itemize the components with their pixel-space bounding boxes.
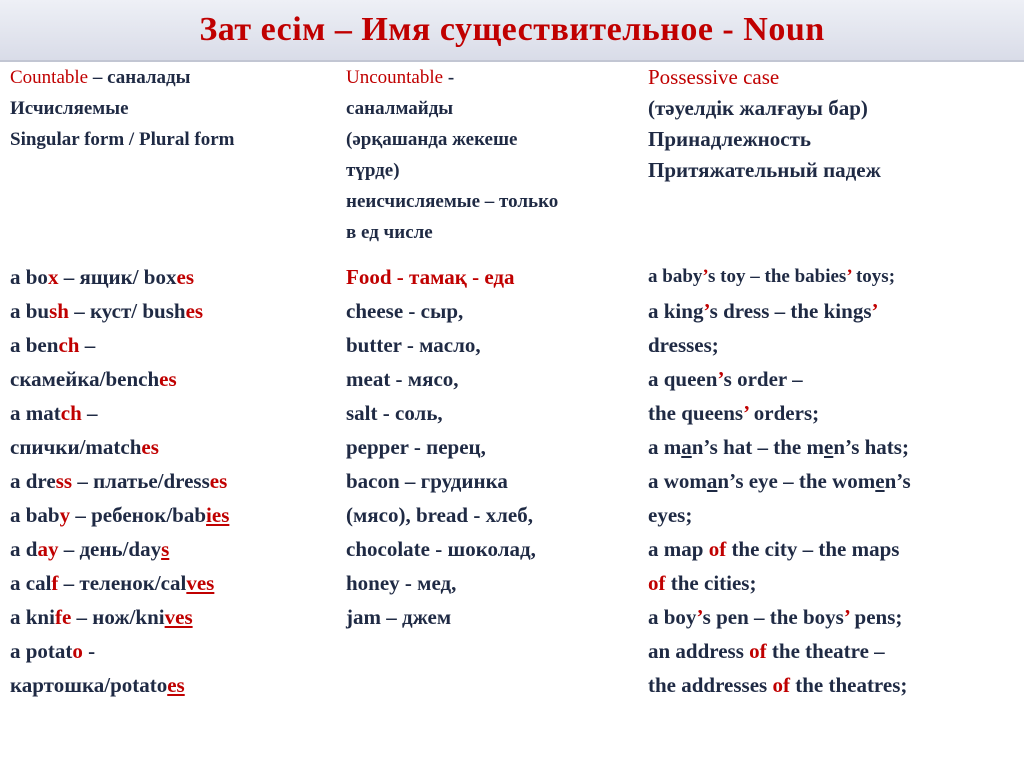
possessive-column bbox=[648, 62, 1018, 702]
item-text: a king bbox=[648, 299, 704, 323]
highlight-text: a bbox=[681, 435, 692, 459]
list-item bbox=[648, 294, 1018, 328]
item-text: – день/day bbox=[58, 537, 162, 561]
highlight-text: of bbox=[749, 639, 767, 663]
highlight-text: e bbox=[823, 435, 834, 459]
item-text: s dress – the kings bbox=[709, 299, 872, 323]
list-item: meat - мясо, bbox=[346, 367, 459, 391]
possessive-header-line: Притяжательный падеж bbox=[648, 158, 881, 182]
list-item bbox=[10, 294, 335, 328]
list-item bbox=[648, 430, 1018, 464]
item-text: – нож/kni bbox=[71, 605, 165, 629]
list-item bbox=[648, 566, 1018, 600]
highlight-text: of bbox=[648, 571, 666, 595]
highlight-text: ’ bbox=[696, 605, 703, 629]
item-text: the queens bbox=[648, 401, 744, 425]
item-text: n’s hat – the m bbox=[691, 435, 824, 459]
item-text: a kni bbox=[10, 605, 55, 629]
item-text: dresses; bbox=[648, 333, 719, 357]
item-text: a m bbox=[648, 435, 682, 459]
highlight-text: ch bbox=[60, 401, 82, 425]
list-item bbox=[648, 668, 1018, 702]
highlight-text: ’ bbox=[871, 299, 879, 323]
highlight-text: ’ bbox=[743, 401, 749, 425]
highlight-text: of bbox=[708, 537, 727, 561]
list-item bbox=[10, 430, 335, 464]
item-text: pens; bbox=[849, 605, 903, 629]
uncountable-label-rest: - bbox=[443, 67, 455, 88]
item-text: the theatre – bbox=[766, 639, 885, 663]
item-text: n’s eye – the wom bbox=[717, 469, 876, 493]
countable-header-line: Singular form / Plural form bbox=[10, 129, 235, 150]
item-text: a d bbox=[10, 537, 38, 561]
item-text: a baby bbox=[648, 266, 703, 287]
list-item bbox=[10, 600, 335, 634]
item-text: - bbox=[82, 639, 96, 663]
countable-column bbox=[10, 62, 335, 702]
list-item bbox=[648, 600, 1018, 634]
highlight-text: ’ bbox=[702, 266, 709, 287]
highlight-text: y bbox=[59, 503, 71, 527]
item-text: the addresses bbox=[648, 673, 773, 697]
item-text: – теленок/cal bbox=[58, 571, 187, 595]
item-text: a dre bbox=[10, 469, 56, 493]
item-text: s pen – the boys bbox=[702, 605, 844, 629]
item-text: – bbox=[81, 401, 98, 425]
highlight-text: es bbox=[159, 367, 177, 391]
item-text: a queen bbox=[648, 367, 718, 391]
highlight-text: ay bbox=[37, 537, 59, 561]
highlight-text: f bbox=[51, 571, 59, 595]
item-text: – ящик/ box bbox=[58, 265, 177, 289]
highlight-text: ch bbox=[58, 333, 80, 357]
item-text: a ben bbox=[10, 333, 59, 357]
list-item bbox=[648, 362, 1018, 396]
page-title: Зат есім – Имя существительное - Noun bbox=[199, 11, 825, 48]
item-text: – ребенок/bab bbox=[70, 503, 207, 527]
highlight-text: ies bbox=[206, 503, 230, 527]
list-item bbox=[10, 328, 335, 362]
list-item bbox=[10, 464, 335, 498]
possessive-header bbox=[648, 62, 1018, 260]
title-bar bbox=[0, 0, 1024, 62]
item-text: s order – bbox=[723, 367, 803, 391]
item-text: – платье/dress bbox=[72, 469, 210, 493]
countable-list bbox=[10, 260, 335, 702]
item-text: спички/match bbox=[10, 435, 142, 459]
uncountable-header-line: в ед числе bbox=[346, 222, 433, 243]
item-text: a mat bbox=[10, 401, 61, 425]
item-text: orders; bbox=[748, 401, 820, 425]
highlight-text: es bbox=[209, 469, 228, 493]
list-item: pepper - перец, bbox=[346, 435, 486, 459]
item-text: s toy – the babies bbox=[708, 266, 847, 287]
list-item: butter - масло, bbox=[346, 333, 481, 357]
list-item: honey - мед, bbox=[346, 571, 457, 595]
uncountable-list bbox=[346, 294, 641, 634]
highlight-text: fe bbox=[54, 605, 72, 629]
uncountable-label: Uncountable bbox=[346, 67, 444, 88]
item-text: the cities; bbox=[665, 571, 757, 595]
item-text: картошка/potato bbox=[10, 673, 168, 697]
highlight-text: ves bbox=[186, 571, 215, 595]
highlight-text: es bbox=[167, 673, 185, 697]
uncountable-header-line: (әрқашанда жекеше bbox=[346, 129, 518, 150]
item-text: a boy bbox=[648, 605, 697, 629]
item-text: n’s hats; bbox=[833, 435, 909, 459]
list-item bbox=[10, 498, 335, 532]
item-text: an address bbox=[648, 639, 750, 663]
highlight-text: ’ bbox=[717, 367, 724, 391]
countable-label: Countable bbox=[10, 67, 89, 88]
possessive-header-line: (тәуелдік жалғауы бар) bbox=[648, 96, 868, 120]
list-item bbox=[648, 260, 1018, 294]
list-item bbox=[10, 634, 335, 668]
highlight-text: ’ bbox=[843, 605, 850, 629]
item-text: скамейка/bench bbox=[10, 367, 160, 391]
highlight-text: ves bbox=[164, 605, 193, 629]
list-item bbox=[648, 328, 1018, 362]
item-text: toys; bbox=[851, 266, 896, 287]
list-item bbox=[648, 634, 1018, 668]
uncountable-header-line: неисчисляемые – только bbox=[346, 191, 559, 212]
item-text: – куст/ bush bbox=[68, 299, 186, 323]
item-text: n’s bbox=[884, 469, 911, 493]
item-text: the city – the maps bbox=[726, 537, 900, 561]
item-text: a bab bbox=[10, 503, 60, 527]
highlight-text: es bbox=[141, 435, 159, 459]
item-text: – bbox=[79, 333, 96, 357]
possessive-header-line: Принадлежность bbox=[648, 127, 812, 151]
list-item: jam – джем bbox=[346, 605, 452, 629]
list-item bbox=[648, 464, 1018, 498]
highlight-text: ss bbox=[55, 469, 73, 493]
highlight-text: ’ bbox=[846, 266, 852, 287]
item-text: a map bbox=[648, 537, 709, 561]
list-item bbox=[648, 498, 1018, 532]
list-item: chocolate - шоколад, bbox=[346, 537, 536, 561]
list-item bbox=[10, 668, 335, 702]
item-text: a bo bbox=[10, 265, 48, 289]
highlight-text: s bbox=[161, 537, 170, 561]
countable-header-line: Исчисляемые bbox=[10, 98, 129, 119]
item-text: eyes; bbox=[648, 503, 693, 527]
list-item bbox=[10, 532, 335, 566]
item-text: the theatres; bbox=[789, 673, 908, 697]
possessive-label: Possessive case bbox=[648, 65, 780, 89]
highlight-text: e bbox=[875, 469, 885, 493]
list-item: (мясо), bread - хлеб, bbox=[346, 503, 533, 527]
highlight-text: es bbox=[185, 299, 204, 323]
uncountable-header-line: түрде) bbox=[346, 160, 400, 181]
list-item: bacon – грудинка bbox=[346, 469, 508, 493]
list-item bbox=[10, 362, 335, 396]
highlight-text: es bbox=[176, 265, 194, 289]
list-item bbox=[10, 566, 335, 600]
uncountable-header bbox=[346, 62, 641, 260]
food-heading: Food - тамақ - еда bbox=[346, 265, 515, 289]
list-item bbox=[648, 532, 1018, 566]
list-item bbox=[10, 396, 335, 430]
uncountable-column bbox=[346, 62, 641, 634]
list-item bbox=[648, 396, 1018, 430]
possessive-list bbox=[648, 260, 1018, 702]
list-item bbox=[10, 260, 335, 294]
countable-label-rest: – саналады bbox=[88, 67, 191, 88]
item-text: a cal bbox=[10, 571, 52, 595]
highlight-text: ’ bbox=[703, 299, 710, 323]
highlight-text: a bbox=[706, 469, 718, 493]
list-item: cheese - сыр, bbox=[346, 299, 464, 323]
item-text: a bu bbox=[10, 299, 50, 323]
uncountable-header-line: саналмайды bbox=[346, 98, 454, 119]
highlight-text: of bbox=[772, 673, 790, 697]
item-text: a wom bbox=[648, 469, 707, 493]
item-text: a potat bbox=[10, 639, 73, 663]
list-item: salt - соль, bbox=[346, 401, 443, 425]
highlight-text: x bbox=[47, 265, 59, 289]
highlight-text: o bbox=[72, 639, 83, 663]
highlight-text: sh bbox=[49, 299, 69, 323]
countable-header bbox=[10, 62, 335, 260]
